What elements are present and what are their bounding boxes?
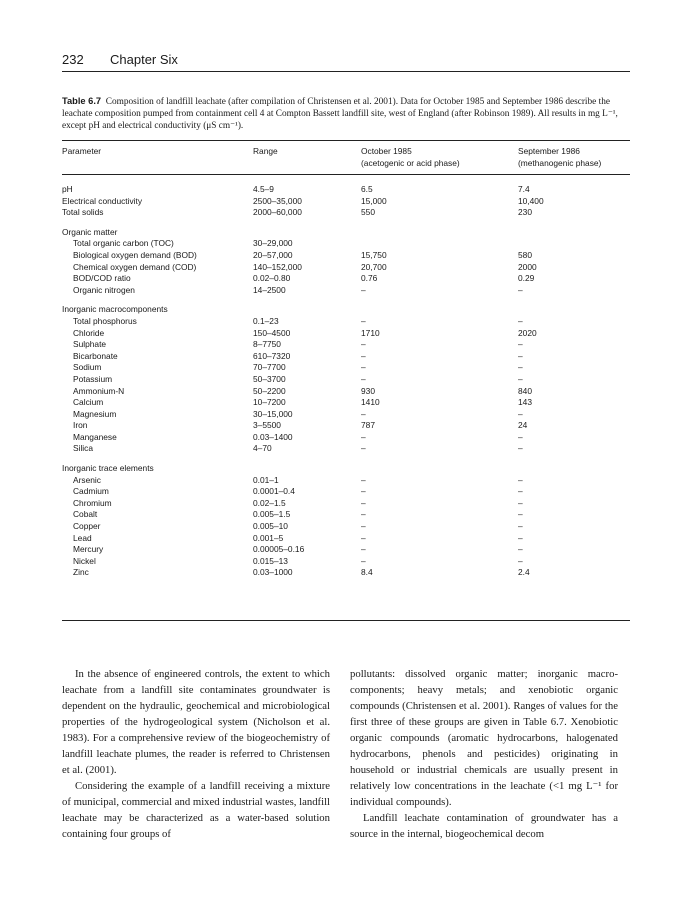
cell-october-1985: – (361, 373, 366, 384)
table-row (62, 567, 630, 579)
cell-parameter: Inorganic macrocomponents (62, 304, 168, 315)
cell-range: 0.015–13 (253, 555, 288, 566)
table-caption-label: Table 6.7 (62, 96, 102, 106)
table-row (62, 316, 630, 328)
cell-range: 0.00005–0.16 (253, 544, 305, 555)
table-caption-text: Composition of landfill leachate (after compilation of Christensen et al. 2001). Data for October 1985 and September 1986 describe the leachate composition pumped from containment cell 4 at Compton Bassett landfill site, west of England (after Robinson 1989). All results in mg L⁻¹, except pH and electrical conductivity (μS cm⁻¹). (62, 97, 618, 132)
table-row (62, 227, 630, 239)
cell-parameter: Chromium (73, 497, 112, 508)
cell-september-1986: – (518, 284, 523, 295)
cell-september-1986: – (518, 443, 523, 454)
body-paragraph: Landfill leachate contamination of groundwater has a source in the internal, biogeochemical decom (350, 812, 618, 841)
cell-october-1985: – (361, 408, 366, 419)
cell-september-1986: – (518, 532, 523, 543)
cell-range: 30–29,000 (253, 238, 293, 249)
cell-range: 0.02–1.5 (253, 497, 286, 508)
cell-september-1986: 0.29 (518, 273, 535, 284)
cell-parameter: Bicarbonate (73, 350, 118, 361)
cell-october-1985: 15,750 (361, 249, 387, 260)
cell-range: 10–7200 (253, 397, 286, 408)
table-row (62, 273, 630, 285)
cell-october-1985: – (361, 497, 366, 508)
cell-parameter: Manganese (73, 431, 117, 442)
cell-parameter: Cadmium (73, 486, 109, 497)
cell-october-1985: 1410 (361, 397, 380, 408)
running-header (62, 52, 630, 67)
cell-october-1985: 1710 (361, 327, 380, 338)
cell-september-1986: 143 (518, 397, 532, 408)
cell-parameter: BOD/COD ratio (73, 273, 131, 284)
cell-parameter: Lead (73, 532, 92, 543)
cell-range: 0.03–1000 (253, 567, 293, 578)
cell-range: 2000–60,000 (253, 207, 302, 218)
table-row (62, 362, 630, 374)
cell-range: 20–57,000 (253, 249, 293, 260)
cell-october-1985: – (361, 431, 366, 442)
cell-range: 2500–35,000 (253, 195, 302, 206)
cell-october-1985: 8.4 (361, 567, 373, 578)
body-paragraph: In the absence of engineered controls, the extent to which leachate from a landfill site contaminates groundwater is dependent on the hydraulic, geochemical and microbiological properties of the hydrogeological system (Nicholson et al. 1983). For a comprehensive review of the biogeochemistry of landfill leachate plumes, the reader is referred to Christensen et al. (2001). (62, 668, 330, 777)
cell-october-1985: 6.5 (361, 184, 373, 194)
cell-september-1986: – (518, 509, 523, 520)
cell-september-1986: – (518, 362, 523, 373)
cell-september-1986: 7.4 (518, 184, 530, 194)
cell-parameter: Total phosphorus (73, 315, 137, 326)
cell-september-1986: – (518, 521, 523, 532)
cell-october-1985: – (361, 284, 366, 295)
table-row (62, 339, 630, 351)
cell-september-1986: – (518, 486, 523, 497)
table-row (62, 544, 630, 556)
cell-parameter: pH (62, 184, 73, 194)
cell-september-1986: – (518, 431, 523, 442)
table-row (62, 207, 630, 219)
cell-parameter: Iron (73, 420, 88, 431)
col-header-october-line2: (acetogenic or acid phase) (361, 157, 460, 168)
cell-range: 0.0001–0.4 (253, 486, 295, 497)
cell-range: 0.005–10 (253, 521, 288, 532)
cell-range: 610–7320 (253, 350, 291, 361)
cell-parameter: Magnesium (73, 408, 117, 419)
cell-parameter: Chloride (73, 327, 105, 338)
cell-september-1986: 840 (518, 385, 532, 396)
table-row (62, 475, 630, 487)
body-paragraph: pollutants: dissolved organic matter; inorganic macrocomponents; heavy metals; and xenobiotic organic compounds (Christensen et al. 2001). Ranges of values for the first three of these groups are given in Table 6.7. Xenobiotic organic compounds (aromatic hydrocarbons, halogenated hydrocarbons, phenols and pesticides) originating in household or industrial chemicals are usually present in relatively low concentrations in the leachate (<1 mg L⁻¹ for individual compounds). (350, 668, 618, 809)
cell-parameter: Potassium (73, 373, 113, 384)
table-row (62, 486, 630, 498)
cell-range: 140–152,000 (253, 261, 302, 272)
cell-october-1985: 15,000 (361, 195, 387, 206)
cell-october-1985: 550 (361, 207, 375, 218)
cell-october-1985: – (361, 555, 366, 566)
col-header-september-line1: September 1986 (518, 146, 580, 156)
table-row (62, 533, 630, 545)
cell-range: 0.01–1 (253, 474, 279, 485)
col-header-range: Range (253, 146, 278, 156)
table-top-rule (62, 140, 630, 141)
cell-range: 0.005–1.5 (253, 509, 291, 520)
cell-range: 50–3700 (253, 373, 286, 384)
cell-parameter: Total organic carbon (TOC) (73, 238, 174, 249)
cell-october-1985: – (361, 509, 366, 520)
cell-range: 3–5500 (253, 420, 281, 431)
table-row (62, 285, 630, 297)
cell-september-1986: – (518, 373, 523, 384)
cell-parameter: Chemical oxygen demand (COD) (73, 261, 197, 272)
chapter-title: Chapter Six (110, 52, 178, 67)
table-row (62, 397, 630, 409)
cell-parameter: Ammonium-N (73, 385, 125, 396)
cell-october-1985: – (361, 521, 366, 532)
table-row (62, 498, 630, 510)
cell-parameter: Biological oxygen demand (BOD) (73, 249, 197, 260)
cell-parameter: Silica (73, 443, 94, 454)
cell-september-1986: 2.4 (518, 567, 530, 578)
cell-september-1986: 10,400 (518, 195, 544, 206)
table-row (62, 420, 630, 432)
cell-september-1986: – (518, 544, 523, 555)
cell-september-1986: – (518, 315, 523, 326)
cell-range: 4.5–9 (253, 184, 274, 194)
cell-parameter: Total solids (62, 207, 104, 218)
cell-range: 30–15,000 (253, 408, 293, 419)
cell-range: 8–7750 (253, 339, 281, 350)
cell-october-1985: 930 (361, 385, 375, 396)
cell-parameter: Calcium (73, 397, 104, 408)
cell-september-1986: – (518, 555, 523, 566)
cell-october-1985: – (361, 532, 366, 543)
table-row (62, 386, 630, 398)
cell-parameter: Cobalt (73, 509, 98, 520)
table-bottom-rule (62, 620, 630, 621)
cell-range: 70–7700 (253, 362, 286, 373)
cell-range: 0.02–0.80 (253, 273, 291, 284)
cell-october-1985: – (361, 362, 366, 373)
header-rule (62, 71, 630, 72)
col-header-october-line1: October 1985 (361, 146, 412, 156)
table-row (62, 374, 630, 386)
cell-range: 150–4500 (253, 327, 291, 338)
cell-october-1985: 20,700 (361, 261, 387, 272)
table-row (62, 443, 630, 455)
col-header-parameter: Parameter (62, 146, 102, 156)
cell-september-1986: 2020 (518, 327, 537, 338)
cell-september-1986: 24 (518, 420, 528, 431)
body-paragraph: Considering the example of a landfill receiving a mixture of municipal, commercial and mixed industrial wastes, landfill leachate may be characterized as a water-based solution containing four groups of (62, 780, 331, 841)
cell-september-1986: – (518, 339, 523, 350)
cell-parameter: Mercury (73, 544, 104, 555)
col-header-september (518, 146, 601, 169)
cell-september-1986: 580 (518, 249, 532, 260)
cell-october-1985: – (361, 339, 366, 350)
cell-october-1985: – (361, 486, 366, 497)
table-row (62, 556, 630, 568)
cell-range: 4–70 (253, 443, 272, 454)
cell-october-1985: – (361, 474, 366, 485)
cell-range: 0.03–1400 (253, 431, 293, 442)
table-row (62, 250, 630, 262)
cell-parameter: Inorganic trace elements (62, 463, 154, 474)
cell-parameter: Nickel (73, 555, 96, 566)
cell-september-1986: – (518, 350, 523, 361)
cell-range: 14–2500 (253, 284, 286, 295)
table-caption (62, 95, 632, 133)
cell-october-1985: 0.76 (361, 273, 378, 284)
cell-october-1985: 787 (361, 420, 375, 431)
cell-range: 50–2200 (253, 385, 286, 396)
cell-parameter: Copper (73, 521, 101, 532)
table-row (62, 262, 630, 274)
table-row (62, 463, 630, 475)
cell-parameter: Electrical conductivity (62, 195, 143, 206)
table-row (62, 184, 630, 196)
body-column-right (350, 666, 618, 843)
cell-september-1986: – (518, 497, 523, 508)
col-header-september-line2: (methanogenic phase) (518, 157, 602, 168)
cell-october-1985: – (361, 350, 366, 361)
cell-september-1986: 2000 (518, 261, 537, 272)
table-row (62, 304, 630, 316)
table-row (62, 196, 630, 208)
cell-parameter: Organic matter (62, 226, 118, 237)
table-row (62, 509, 630, 521)
table-row (62, 238, 630, 250)
body-column-left (62, 666, 330, 843)
cell-parameter: Sulphate (73, 339, 107, 350)
cell-parameter: Arsenic (73, 474, 101, 485)
col-header-october (361, 146, 460, 169)
cell-parameter: Zinc (73, 567, 89, 578)
cell-range: 0.001–5 (253, 532, 284, 543)
cell-october-1985: – (361, 315, 366, 326)
cell-parameter: Organic nitrogen (73, 284, 135, 295)
table-row (62, 521, 630, 533)
cell-range: 0.1–23 (253, 315, 279, 326)
cell-september-1986: – (518, 474, 523, 485)
cell-october-1985: – (361, 443, 366, 454)
table-row (62, 328, 630, 340)
table-row (62, 351, 630, 363)
cell-october-1985: – (361, 544, 366, 555)
table-row (62, 409, 630, 421)
cell-parameter: Sodium (73, 362, 102, 373)
table-header-rule (62, 174, 630, 175)
cell-september-1986: – (518, 408, 523, 419)
table-row (62, 432, 630, 444)
page-number: 232 (62, 52, 84, 67)
cell-september-1986: 230 (518, 207, 532, 218)
table-body (62, 184, 630, 579)
